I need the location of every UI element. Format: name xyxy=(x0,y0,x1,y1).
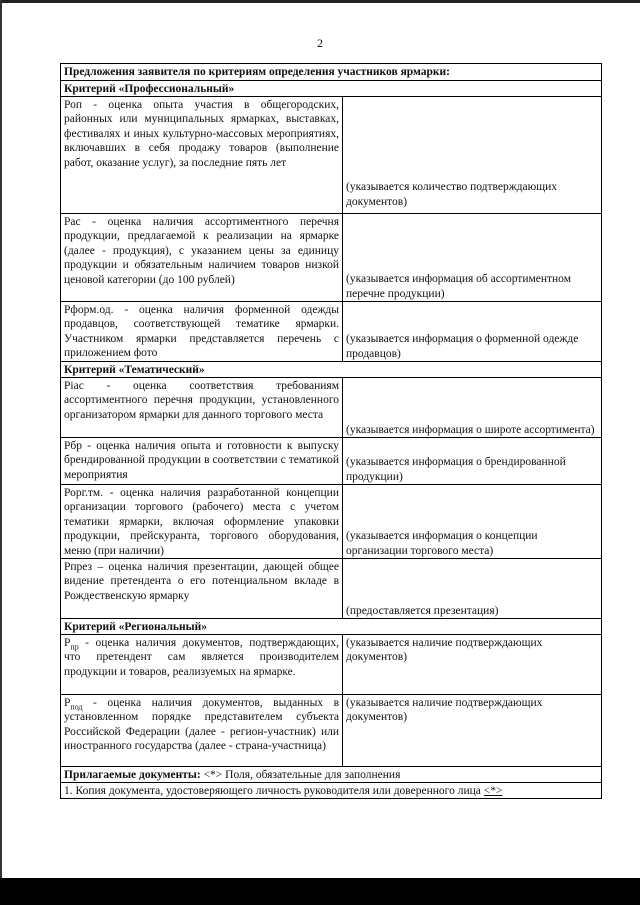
section-title-thematic: Критерий «Тематический» xyxy=(64,364,205,376)
criterion-text: - оценка наличия документов, выданных в установленном порядке представителем субъекта Российской Федерации (далее - регион-участник) или иностранного государства (далее - страна-участница) xyxy=(64,697,339,753)
criterion-symbol: Р xyxy=(64,697,71,709)
attachment-item-row xyxy=(61,782,601,798)
criterion-description: Рпрез – оценка наличия презентации, дающей общее видение претендента о его потенциальном вкладе в Рождественскую ярмарку xyxy=(61,559,343,618)
table-header-row xyxy=(61,64,601,80)
criterion-answer-cell xyxy=(343,214,601,301)
table-row xyxy=(61,377,601,437)
criterion-description: Рорг.тм. - оценка наличия разработанной концепции организации торгового (рабочего) места с учетом тематики ярмарки, включая оформление упаковки продукции, прейскуранта, торгового оборудования, меню (при наличии) xyxy=(61,485,343,558)
table-row xyxy=(61,437,601,484)
table-row xyxy=(61,558,601,618)
scan-edge-top xyxy=(0,0,640,3)
section-title-professional: Критерий «Профессиональный» xyxy=(64,83,235,95)
criteria-table xyxy=(60,63,602,799)
attachment-item-text: 1. Копия документа, удостоверяющего личность руководителя или доверенного лица xyxy=(64,785,484,797)
criterion-answer: (указывается наличие подтверждающих документов) xyxy=(346,697,543,724)
required-mark: <*> xyxy=(483,785,503,797)
section-title-row xyxy=(61,80,601,96)
criterion-answer: (указывается информация о широте ассортимента) xyxy=(346,423,595,436)
table-header: Предложения заявителя по критериям определения участников ярмарки: xyxy=(64,66,450,78)
attachments-note: <*> Поля, обязательные для заполнения xyxy=(200,769,401,781)
section-title-row xyxy=(61,361,601,377)
criterion-text: - оценка наличия документов, подтверждающих, что претендент сам является производителем продукции и товаров, реализуемых на ярмарке. xyxy=(64,637,339,678)
scan-edge-left xyxy=(0,0,2,905)
criterion-answer-cell xyxy=(343,97,601,213)
attachment-item xyxy=(61,783,601,798)
table-row xyxy=(61,301,601,361)
table-row xyxy=(61,694,601,766)
criterion-answer: (указывается информация об ассортиментном перечне продукции) xyxy=(346,273,571,300)
section-title-regional: Критерий «Региональный» xyxy=(64,621,207,633)
criterion-answer: (указывается количество подтверждающих документов) xyxy=(346,181,557,208)
criterion-answer: (указывается информация о форменной одежде продавцов) xyxy=(346,333,579,360)
criterion-answer: (предоставляется презентация) xyxy=(346,604,499,617)
criterion-description: Ріас - оценка соответствия требованиям ассортиментного перечня продукции, установленного организатором ярмарки для данного торгового места xyxy=(61,378,343,437)
criterion-description: Рас - оценка наличия ассортиментного перечня продукции, предлагаемой к реализации на ярмарке (далее - продукция), с указанием цены за единицу продукции и обязательным наличием товаров низкой ценовой категории (до 100 рублей) xyxy=(61,214,343,301)
page-number: 2 xyxy=(317,36,323,50)
attachments-row xyxy=(61,766,601,782)
table-row xyxy=(61,484,601,558)
criterion-symbol-sub: под xyxy=(70,702,83,712)
criterion-answer-cell xyxy=(343,438,601,484)
scan-edge-bottom xyxy=(0,878,640,905)
table-row xyxy=(61,96,601,213)
criterion-answer-cell xyxy=(343,378,601,437)
criterion-answer-cell xyxy=(343,302,601,361)
criterion-answer-cell xyxy=(343,635,601,694)
criterion-answer-cell xyxy=(343,485,601,558)
attachments-title: Прилагаемые документы: xyxy=(64,769,201,781)
table-row xyxy=(61,634,601,694)
criterion-answer: (указывается информация о концепции организации торгового места) xyxy=(346,530,538,557)
criterion-symbol-sub: пр xyxy=(70,642,79,652)
criterion-description xyxy=(61,635,343,694)
criterion-answer-cell xyxy=(343,695,601,766)
criterion-description: Роп - оценка опыта участия в общегородских, районных или муниципальных ярмарках, выставках, фестивалях и иных культурно-массовых мероприятиях, включавших в себя продажу товаров (выполнение работ, оказание услуг), за последние пять лет xyxy=(61,97,343,213)
criterion-answer: (указывается информация о брендированной продукции) xyxy=(346,456,566,483)
attachments-header xyxy=(61,767,601,782)
criterion-description xyxy=(61,695,343,766)
section-title-row xyxy=(61,618,601,634)
criterion-symbol: Р xyxy=(64,637,71,649)
criterion-description: Рформ.од. - оценка наличия форменной одежды продавцов, соответствующей тематике ярмарки. Участником ярмарки представляется перечень с приложением фото xyxy=(61,302,343,361)
criterion-answer: (указывается наличие подтверждающих документов) xyxy=(346,637,543,664)
table-row xyxy=(61,213,601,301)
criterion-answer-cell xyxy=(343,559,601,618)
criterion-description: Рбр - оценка наличия опыта и готовности к выпуску брендированной продукции в соответствии с тематикой мероприятия xyxy=(61,438,343,484)
